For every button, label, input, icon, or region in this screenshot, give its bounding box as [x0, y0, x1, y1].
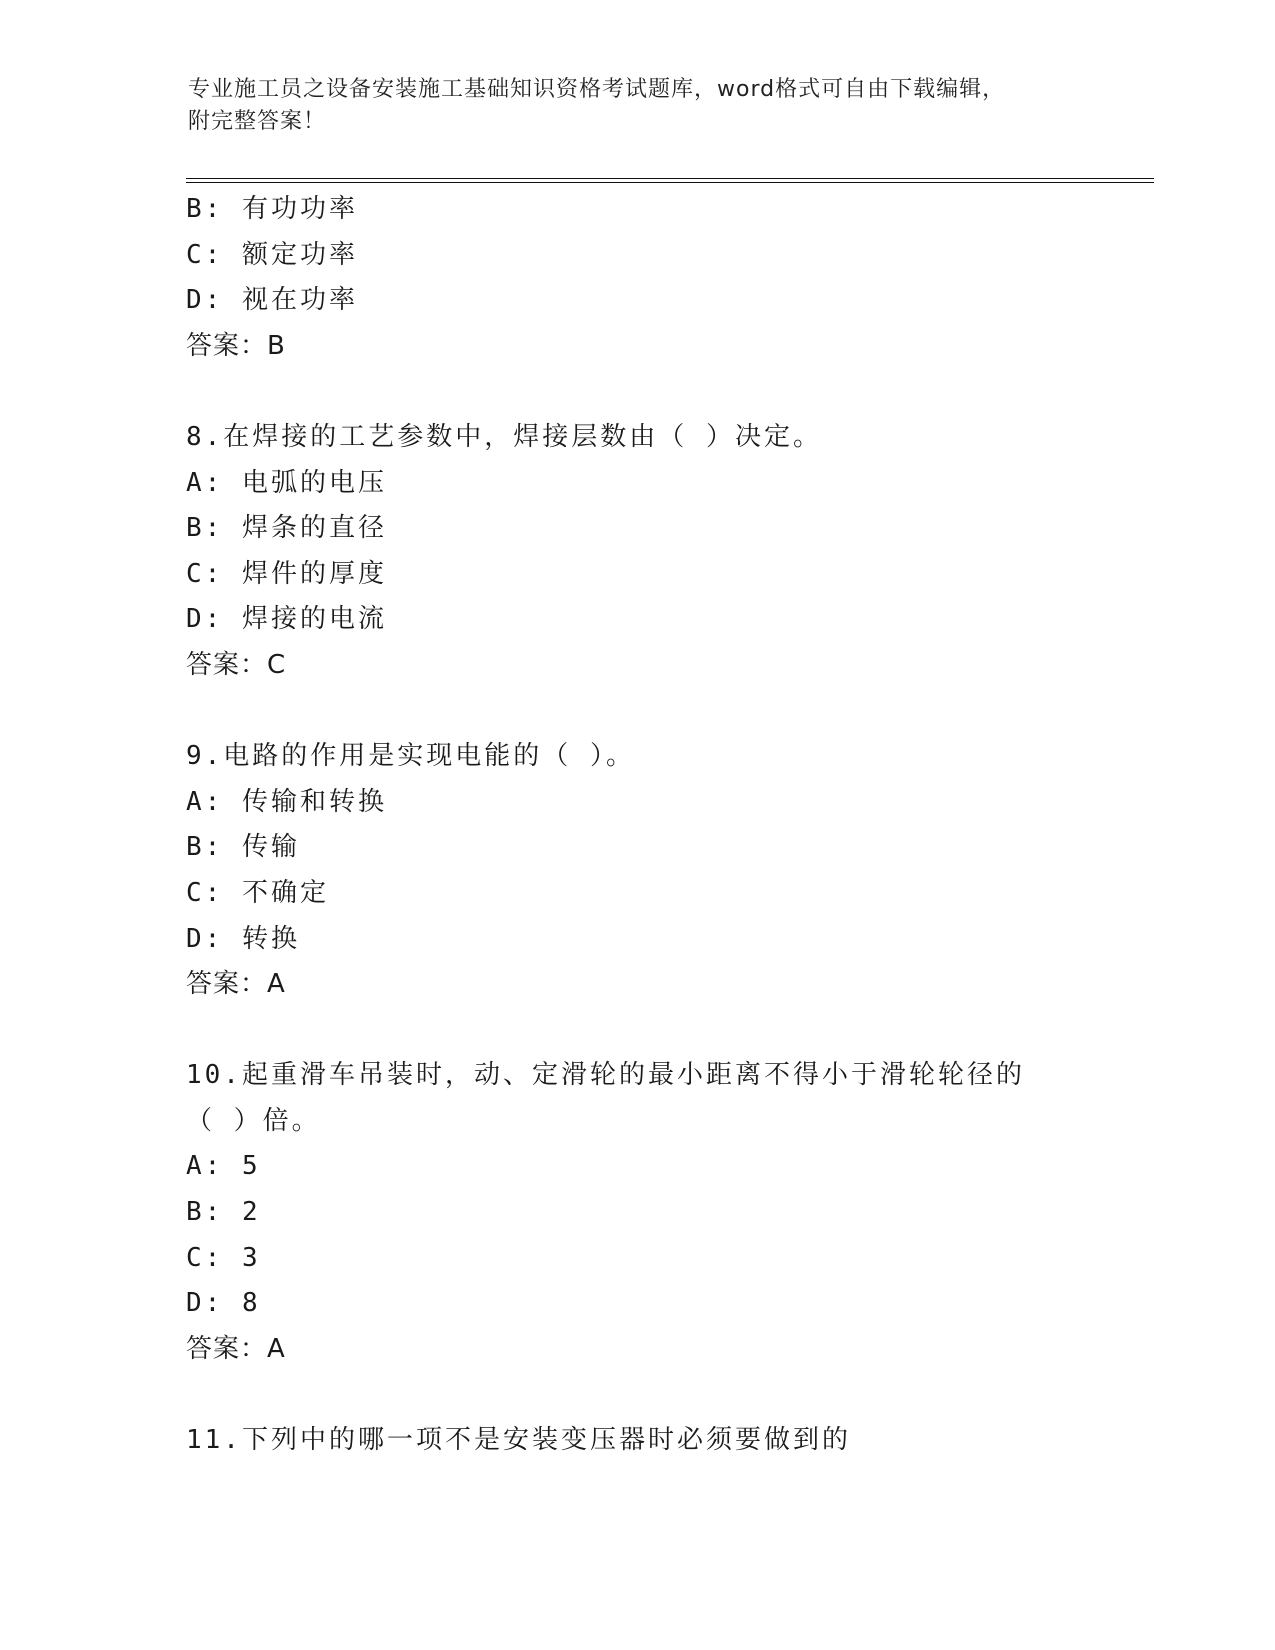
question-text: 10.起重滑车吊装时，动、定滑轮的最小距离不得小于滑轮轮径的（ ）倍。 — [186, 1060, 1025, 1136]
answer-line: 答案：C — [186, 649, 287, 680]
spacer — [186, 369, 1086, 415]
option-line: B: 传输 — [186, 832, 300, 863]
page-header — [188, 74, 1068, 138]
option-line: D: 转换 — [186, 923, 300, 954]
question-text: 9.电路的作用是实现电能的（ ）。 — [186, 741, 635, 772]
header-line-1: 专业施工员之设备安装施工基础知识资格考试题库，word格式可自由下载编辑， — [188, 77, 1006, 102]
answer-line: 答案：A — [186, 969, 286, 1000]
option-line: D: 8 — [186, 1288, 261, 1319]
option-line: B: 焊条的直径 — [186, 513, 387, 544]
header-line-2: 附完整答案！ — [188, 109, 327, 134]
answer-line: 答案：A — [186, 1333, 286, 1364]
option-line: B: 有功功率 — [186, 194, 358, 224]
option-line: C: 焊件的厚度 — [186, 558, 387, 589]
option-line: B: 2 — [186, 1197, 261, 1228]
option-line: D: 焊接的电流 — [186, 604, 387, 635]
spacer — [186, 1008, 1086, 1054]
option-line: A: 5 — [186, 1151, 261, 1182]
question-text: 8.在焊接的工艺参数中，焊接层数由（ ）决定。 — [186, 421, 822, 452]
option-line: D: 视在功率 — [186, 285, 358, 316]
question-text: 11.下列中的哪一项不是安装变压器时必须要做到的 — [186, 1425, 851, 1456]
header-divider — [186, 178, 1154, 183]
option-line: C: 额定功率 — [186, 239, 358, 270]
option-line: A: 传输和转换 — [186, 786, 387, 817]
spacer — [186, 1372, 1086, 1418]
answer-line: 答案：B — [186, 330, 286, 361]
option-line: C: 3 — [186, 1242, 261, 1273]
option-line: C: 不确定 — [186, 877, 329, 908]
question-list — [186, 187, 1086, 1464]
spacer — [186, 689, 1086, 735]
option-line: A: 电弧的电压 — [186, 467, 387, 498]
